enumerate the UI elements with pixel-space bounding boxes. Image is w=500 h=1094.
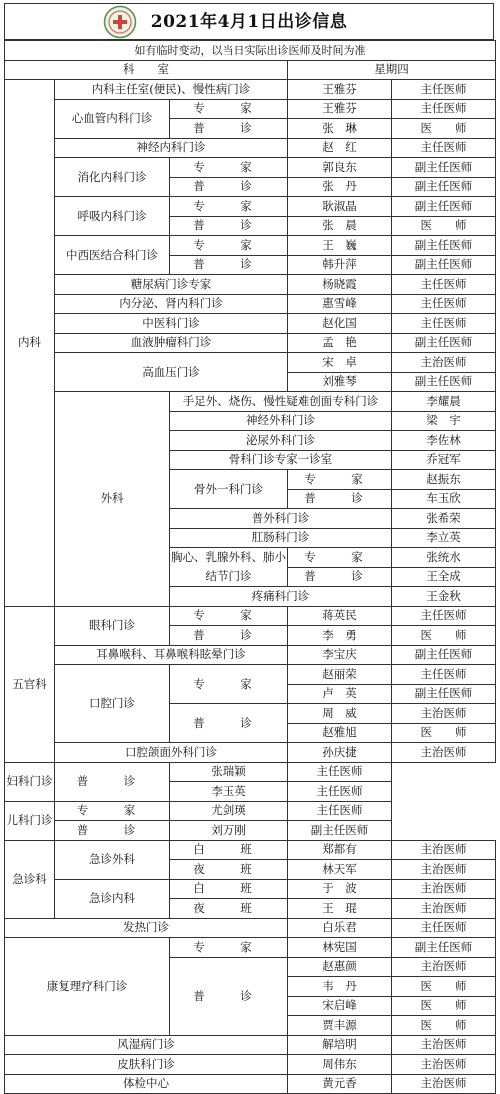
doctor-name: 李耀晨: [392, 392, 496, 412]
doctor-name: 林宪国: [288, 938, 392, 958]
doctor-name: 李宝庆: [288, 645, 392, 665]
department-cell: 心血管内科门诊: [55, 99, 170, 138]
doctor-title: 医 师: [392, 626, 496, 646]
doctor-name: 张 丹: [288, 177, 392, 197]
table-row: [5, 1074, 496, 1094]
doctor-name: 耿淑晶: [288, 197, 392, 217]
doctor-name: 林天军: [288, 860, 392, 880]
department-cell: 骨外一科门诊: [170, 470, 288, 509]
department-cell: 风湿病门诊: [5, 1035, 288, 1055]
table-row: [5, 801, 496, 821]
department-cell: 专 家: [170, 606, 288, 626]
table-row: [5, 353, 496, 373]
department-cell: 急诊内科: [55, 879, 170, 918]
doctor-title: 主任医师: [392, 99, 496, 119]
doctor-title: 主治医师: [392, 1074, 496, 1094]
department-cell: 普 诊: [288, 567, 392, 587]
department-cell: 普 诊: [170, 957, 288, 1035]
doctor-title: 主治医师: [392, 840, 496, 860]
visit-type-cell: 普 诊: [55, 821, 170, 841]
department-cell: 口腔门诊: [55, 665, 170, 743]
doctor-name: 王 巍: [288, 236, 392, 256]
table-row: [5, 840, 496, 860]
doctor-title: 副主任医师: [288, 821, 392, 841]
department-cell: 专 家: [170, 197, 288, 217]
doctor-title: 主任医师: [288, 762, 392, 782]
table-row: [5, 606, 496, 626]
doctor-name: 张希荣: [392, 509, 496, 529]
doctor-name: 孟 艳: [288, 333, 392, 353]
department-cell: 消化内科门诊: [55, 158, 170, 197]
doctor-title: 副主任医师: [392, 684, 496, 704]
department-cell: 高血压门诊: [55, 353, 288, 392]
notice-text: 如有临时变动，以当日实际出诊医师及时间为准: [5, 41, 496, 61]
department-cell: 专 家: [170, 236, 288, 256]
table-row: [5, 314, 496, 334]
department-cell: 泌尿外科门诊: [170, 431, 392, 451]
doctor-name: 赵振东: [392, 470, 496, 490]
doctor-name: 赵 红: [288, 138, 392, 158]
doctor-title: 主任医师: [392, 275, 496, 295]
department-cell: 普 诊: [170, 626, 288, 646]
doctor-title: 副主任医师: [392, 177, 496, 197]
department-cell: 白 班: [170, 879, 288, 899]
doctor-name: 李立英: [392, 528, 496, 548]
doctor-name: 王全成: [392, 567, 496, 587]
doctor-title: 医 师: [392, 996, 496, 1016]
department-cell: 中医科门诊: [55, 314, 288, 334]
department-cell: 普 诊: [170, 255, 288, 275]
doctor-name: 周伟东: [288, 1055, 392, 1075]
notice-row: [5, 41, 496, 61]
table-row: [5, 333, 496, 353]
table-row: [5, 665, 496, 685]
department-cell: 肛肠科门诊: [170, 528, 392, 548]
table-row: [5, 294, 496, 314]
department-cell: 专 家: [288, 548, 392, 568]
table-row: [5, 158, 496, 178]
department-cell: 体检中心: [5, 1074, 288, 1094]
doctor-title: 副主任医师: [392, 645, 496, 665]
doctor-title: 主治医师: [392, 957, 496, 977]
department-cell: 普 诊: [170, 177, 288, 197]
doctor-name: 解培明: [288, 1035, 392, 1055]
doctor-name: 乔冠军: [392, 450, 496, 470]
column-header-day: 星期四: [288, 60, 496, 80]
doctor-name: 周 威: [288, 704, 392, 724]
doctor-title: 主治医师: [392, 860, 496, 880]
doctor-name: 王雅芬: [288, 80, 392, 100]
department-cell: 外科: [55, 392, 170, 607]
doctor-name: 赵化国: [288, 314, 392, 334]
doctor-title: 主治医师: [392, 353, 496, 373]
doctor-name: 宋 卓: [288, 353, 392, 373]
department-cell: 五官科: [5, 606, 55, 762]
doctor-name: 黄元香: [288, 1074, 392, 1094]
doctor-title: 副主任医师: [392, 236, 496, 256]
doctor-title: 医 师: [392, 216, 496, 236]
doctor-title: 主任医师: [392, 918, 496, 938]
table-row: [5, 918, 496, 938]
doctor-name: 车玉欣: [392, 489, 496, 509]
table-row: [5, 392, 496, 412]
department-cell: 专 家: [170, 99, 288, 119]
doctor-title: 医 师: [392, 1016, 496, 1036]
doctor-name: 张 琳: [288, 119, 392, 139]
doctor-title: 副主任医师: [392, 938, 496, 958]
department-cell: 呼吸内科门诊: [55, 197, 170, 236]
doctor-name: 刘雅琴: [288, 372, 392, 392]
doctor-name: 郭良东: [288, 158, 392, 178]
department-cell: 皮肤科门诊: [5, 1055, 288, 1075]
department-cell: 普 诊: [170, 216, 288, 236]
department-cell: 普 诊: [170, 119, 288, 139]
doctor-title: 副主任医师: [392, 372, 496, 392]
doctor-title: 主任医师: [392, 138, 496, 158]
department-cell: 妇科门诊: [5, 762, 55, 801]
table-row: [5, 197, 496, 217]
visit-type-cell: 专 家: [55, 801, 170, 821]
department-cell: 儿科门诊: [5, 801, 55, 840]
table-row: [5, 99, 496, 119]
table-row: [5, 80, 496, 100]
doctor-name: 张统水: [392, 548, 496, 568]
doctor-name: 李玉英: [170, 782, 288, 802]
table-row: [5, 138, 496, 158]
table-row: [5, 879, 496, 899]
schedule-table: [4, 40, 496, 1094]
doctor-name: 王金秋: [392, 587, 496, 607]
doctor-name: 梁 宇: [392, 411, 496, 431]
doctor-title: 副主任医师: [392, 333, 496, 353]
doctor-title: 副主任医师: [392, 197, 496, 217]
doctor-name: 卢 英: [288, 684, 392, 704]
department-cell: 普 诊: [170, 704, 288, 743]
department-cell: 专 家: [170, 938, 288, 958]
doctor-name: 贾丰源: [288, 1016, 392, 1036]
department-cell: 康复理疗科门诊: [5, 938, 170, 1036]
department-cell: 疼痛科门诊: [170, 587, 392, 607]
doctor-title: 副主任医师: [392, 158, 496, 178]
doctor-name: 郑都有: [288, 840, 392, 860]
doctor-name: 王雅芬: [288, 99, 392, 119]
doctor-title: 主任医师: [392, 665, 496, 685]
department-cell: 眼科门诊: [55, 606, 170, 645]
department-cell: 专 家: [170, 158, 288, 178]
title-bar: [4, 3, 494, 40]
doctor-title: 副主任医师: [392, 255, 496, 275]
doctor-name: 张 晨: [288, 216, 392, 236]
doctor-name: 宋启峰: [288, 996, 392, 1016]
doctor-name: 张瑞颖: [170, 762, 288, 782]
table-row: [5, 938, 496, 958]
table-row: [5, 762, 496, 782]
department-cell: 胸心、乳腺外科、肺小结节门诊: [170, 548, 288, 587]
page-title: 2021年4月1日出诊信息: [150, 12, 348, 32]
visit-type-cell: 普 诊: [55, 762, 170, 801]
department-cell: 中西医结合科门诊: [55, 236, 170, 275]
doctor-name: 韩升萍: [288, 255, 392, 275]
department-cell: 专 家: [288, 470, 392, 490]
doctor-title: 主任医师: [288, 782, 392, 802]
department-cell: 专 家: [170, 665, 288, 704]
department-cell: 口腔颌面外科门诊: [55, 743, 288, 763]
doctor-name: 赵雅旭: [288, 723, 392, 743]
department-cell: 内科主任室(便民)、慢性病门诊: [55, 80, 288, 100]
department-cell: 夜 班: [170, 860, 288, 880]
doctor-title: 主治医师: [392, 899, 496, 919]
department-cell: 神经外科门诊: [170, 411, 392, 431]
doctor-title: 主任医师: [392, 314, 496, 334]
table-row: [5, 821, 496, 841]
table-row: [5, 645, 496, 665]
department-cell: 耳鼻喉科、耳鼻喉科眩晕门诊: [55, 645, 288, 665]
doctor-name: 赵惠颜: [288, 957, 392, 977]
doctor-title: 主治医师: [392, 1055, 496, 1075]
department-cell: 普 诊: [288, 489, 392, 509]
department-cell: 夜 班: [170, 899, 288, 919]
doctor-name: 蒋英民: [288, 606, 392, 626]
doctor-title: 主治医师: [392, 1035, 496, 1055]
doctor-title: 主任医师: [392, 294, 496, 314]
doctor-title: 主任医师: [392, 80, 496, 100]
doctor-name: 赵丽荣: [288, 665, 392, 685]
doctor-name: 惠雪峰: [288, 294, 392, 314]
department-cell: 普外科门诊: [170, 509, 392, 529]
doctor-title: 主任医师: [392, 606, 496, 626]
doctor-title: 医 师: [392, 119, 496, 139]
doctor-name: 李 勇: [288, 626, 392, 646]
doctor-title: 主治医师: [392, 879, 496, 899]
department-cell: 白 班: [170, 840, 288, 860]
doctor-name: 韦 丹: [288, 977, 392, 997]
doctor-name: 孙庆捷: [288, 743, 392, 763]
department-cell: 糖尿病门诊专家: [55, 275, 288, 295]
header-row: [5, 60, 496, 80]
table-row: [5, 275, 496, 295]
doctor-title: 医 师: [392, 977, 496, 997]
table-row: [5, 1055, 496, 1075]
department-cell: 血液肿瘤科门诊: [55, 333, 288, 353]
department-cell: 内分泌、肾内科门诊: [55, 294, 288, 314]
doctor-title: 医 师: [392, 723, 496, 743]
doctor-name: 李佐林: [392, 431, 496, 451]
doctor-name: 于 波: [288, 879, 392, 899]
doctor-title: 主任医师: [288, 801, 392, 821]
doctor-title: 主治医师: [392, 704, 496, 724]
department-cell: 发热门诊: [5, 918, 288, 938]
department-cell: 手足外、烧伤、慢性疑难创面专科门诊: [170, 392, 392, 412]
doctor-name: 杨晓霞: [288, 275, 392, 295]
doctor-name: 王 琨: [288, 899, 392, 919]
department-cell: 骨科门诊专家一诊室: [170, 450, 392, 470]
doctor-title: 主治医师: [392, 743, 496, 763]
department-cell: 内科: [5, 80, 55, 607]
doctor-name: 尤剑瑛: [170, 801, 288, 821]
doctor-name: 白乐君: [288, 918, 392, 938]
department-cell: 神经内科门诊: [55, 138, 288, 158]
department-cell: 急诊外科: [55, 840, 170, 879]
department-cell: 急诊科: [5, 840, 55, 918]
table-row: [5, 743, 496, 763]
table-row: [5, 1035, 496, 1055]
doctor-name: 刘万刚: [170, 821, 288, 841]
table-row: [5, 236, 496, 256]
column-header-department: 科 室: [5, 60, 288, 80]
